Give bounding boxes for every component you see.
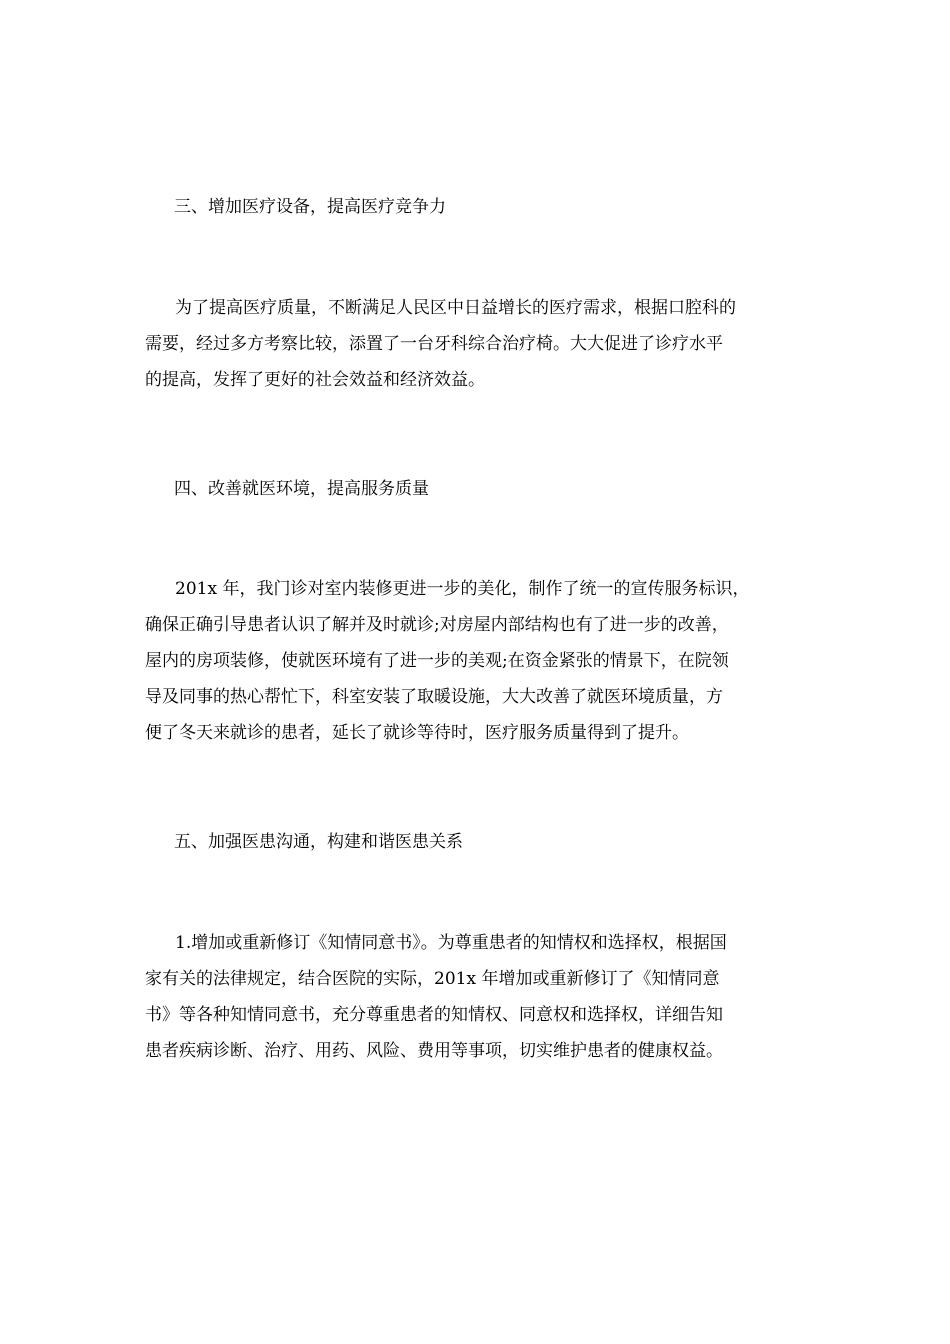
section-heading-3: 三、增加医疗设备，提高医疗竞争力 xyxy=(174,197,446,217)
paragraph-line: 书》等各种知情同意书，充分尊重患者的知情权、同意权和选择权，详细告知 xyxy=(145,1005,723,1025)
paragraph-line: 确保正确引导患者认识了解并及时就诊;对房屋内部结构也有了进一步的改善， xyxy=(145,615,729,635)
paragraph-line: 家有关的法律规定，结合医院的实际，201x 年增加或重新修订了《知情同意 xyxy=(145,969,720,989)
paragraph-line: 为了提高医疗质量，不断满足人民区中日益增长的医疗需求，根据口腔科的 xyxy=(175,298,736,318)
paragraph-line: 便了冬天来就诊的患者，延长了就诊等待时，医疗服务质量得到了提升。 xyxy=(145,723,689,743)
paragraph-line: 需要，经过多方考察比较，添置了一台牙科综合治疗椅。大大促进了诊疗水平 xyxy=(145,334,723,354)
section-heading-4: 四、改善就医环境，提高服务质量 xyxy=(174,479,429,499)
paragraph-line: 患者疾病诊断、治疗、用药、风险、费用等事项，切实维护患者的健康权益。 xyxy=(145,1041,723,1061)
paragraph-line: 屋内的房项装修，使就医环境有了进一步的美观;在资金紧张的情景下，在院领 xyxy=(145,651,729,671)
paragraph-line: 的提高，发挥了更好的社会效益和经济效益。 xyxy=(145,370,485,390)
section-paragraph-4 xyxy=(145,571,810,751)
paragraph-line: 201x 年，我门诊对室内装修更进一步的美化，制作了统一的宣传服务标识， xyxy=(175,579,750,599)
paragraph-line: 导及同事的热心帮忙下，科室安装了取暖设施，大大改善了就医环境质量，方 xyxy=(145,687,723,707)
section-paragraph-3 xyxy=(145,290,810,398)
paragraph-line: 1.增加或重新修订《知情同意书》。为尊重患者的知情权和选择权，根据国 xyxy=(175,933,727,953)
section-heading-5: 五、加强医患沟通，构建和谐医患关系 xyxy=(174,832,463,852)
section-paragraph-5 xyxy=(145,925,810,1069)
